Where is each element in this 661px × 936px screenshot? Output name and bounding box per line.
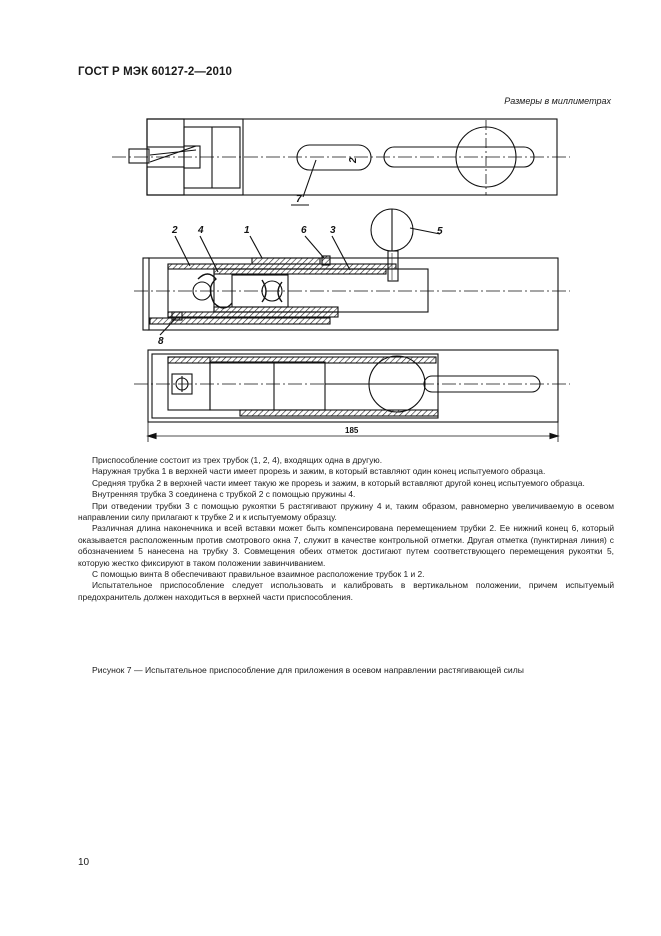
callout-4: 4 [198,225,204,236]
paragraph: С помощью винта 8 обеспечивают правильное взаимное расположение трубок 1 и 2. [92,569,425,580]
callout-2: 2 [172,225,178,236]
paragraph: Различная длина наконечника и всей вставки может быть компенсирована перемещением трубки 2. Ее нижний конец 6, который оказывается расположенным против смотрового окна 7, служит в качестве контрольной отметки. Другая отметка (пунктирная линия) с обозначением 5 нанесена на трубку 3. Совмещения обеих отметок достигают путем соответствующего перемещения рукоятки 5, которую жестко фиксируют в таком положении завинчиванием. [78,523,614,568]
paragraph: Испытательное приспособление следует использовать и калибровать в вертикальном положении, причем испытуемый предохранитель должен находиться в верхней части приспособления. [78,580,614,602]
callout-1: 1 [244,225,250,236]
callout-7: 7 [296,194,302,205]
paragraph: Внутренняя трубка 3 соединена с трубкой 2 с помощью пружины 4. [92,489,356,500]
callout-5: 5 [437,226,443,237]
paragraph: Наружная трубка 1 в верхней части имеет прорезь и зажим, в который вставляют один конец испытуемого образца. [92,466,546,477]
paragraph: При отведении трубки 3 с помощью рукоятки 5 растягивают пружину 4 и, таким образом, равномерно увеличиваемую в осевом направлении силу прилагают к трубке 2 и к испытуемому образцу. [78,500,614,523]
dimension-185: 185 [345,426,359,435]
paragraph: Средняя трубка 2 в верхней части имеет такую же прорезь и зажим, в который вставляют другой конец испытуемого образца. [92,477,585,488]
callout-6: 6 [301,225,307,236]
callout-8: 8 [158,336,164,347]
document-header: ГОСТ Р МЭК 60127-2—2010 [78,66,232,78]
figure-caption: Рисунок 7 — Испытательное приспособление для приложения в осевом направлении растягивающей силы [92,665,524,675]
technical-drawing [0,0,661,450]
units-note: Размеры в миллиметрах [504,96,611,106]
window-mark: 2 [348,157,359,163]
description-text [78,455,614,603]
page-number: 10 [78,857,90,868]
top-view [112,119,570,205]
callout-3: 3 [330,225,336,236]
paragraph: Приспособление состоит из трех трубок (1, 2, 4), входящих одна в другую. [92,455,383,465]
